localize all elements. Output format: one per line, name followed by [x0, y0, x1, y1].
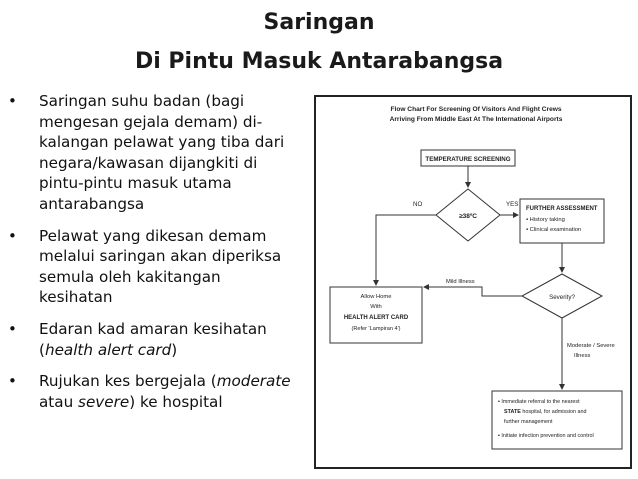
slide-title-line2: Di Pintu Masuk Antarabangsa — [134, 49, 504, 74]
referral-line: further management — [504, 419, 553, 425]
bullet-dot-icon: • — [8, 319, 17, 338]
referral-state-text: STATE — [504, 409, 521, 415]
bullet-text: ( — [39, 340, 45, 359]
bullet-item — [8, 319, 308, 360]
arrow-connector — [424, 287, 522, 296]
flowchart-title-line1: Flow Chart For Screening Of Visitors And Flight Crews — [390, 106, 562, 113]
health-alert-card-label: HEALTH ALERT CARD — [343, 315, 409, 321]
referral-text: hospital, for admission and — [522, 409, 587, 415]
bullet-line: kesihatan — [39, 288, 113, 307]
further-assessment-item: ▪ Clinical examination — [526, 227, 582, 233]
bullet-line: kalangan pelawat yang tiba dari — [39, 133, 285, 152]
bullet-line — [39, 371, 308, 392]
bullet-dot-icon: • — [8, 372, 17, 391]
slide-title-line1: Saringan — [263, 10, 375, 35]
flowchart-image — [314, 95, 632, 469]
temperature-screening-label: TEMPERATURE SCREENING — [425, 156, 511, 163]
referral-line — [504, 409, 587, 415]
bullet-dot-icon: • — [8, 92, 17, 110]
arrow-connector — [376, 215, 436, 285]
further-assessment-title: FURTHER ASSESSMENT — [526, 206, 598, 212]
allow-home-line: With — [370, 304, 382, 310]
bullet-line: antarabangsa — [39, 194, 145, 213]
bullet-line — [39, 319, 308, 340]
bullet-text: atau — [39, 392, 79, 411]
bullet-item — [8, 226, 308, 308]
bullet-line: negara/kawasan dijangkiti di — [39, 153, 258, 172]
bullet-dot-icon: • — [8, 226, 17, 245]
allow-home-line: Allow Home — [360, 294, 392, 300]
bullet-line: melalui saringan akan diperiksa — [39, 247, 282, 266]
further-item-text: History taking — [529, 217, 565, 223]
no-branch-label: NO — [413, 201, 423, 208]
further-item-text: Clinical examination — [529, 227, 582, 233]
referral-text: Immediate referral to the nearest — [501, 399, 580, 405]
bullet-item — [8, 371, 308, 412]
bullet-list — [8, 91, 308, 423]
referral-text: Initiate infection prevention and control — [501, 433, 594, 439]
flowchart-diagram — [316, 97, 630, 467]
bullet-italic-text: severe — [78, 392, 130, 411]
bullet-line — [39, 340, 308, 361]
referral-line: ▪ Immediate referral to the nearest — [498, 399, 580, 405]
referral-line: ▪ Initiate infection prevention and control — [498, 433, 594, 439]
bullet-italic-text: moderate — [216, 372, 291, 391]
illness-label: Illness — [574, 353, 591, 359]
further-assessment-item: ▪ History taking — [526, 217, 565, 223]
bullet-line: mengesan gejala demam) di- — [39, 112, 263, 131]
mild-illness-label: Mild Illness — [446, 279, 475, 285]
moderate-severe-label: Moderate / Severe — [567, 343, 615, 349]
flowchart-title-line2: Arriving From Middle East At The International Airports — [389, 116, 563, 123]
bullet-line: Saringan suhu badan (bagi — [39, 92, 245, 110]
bullet-text: ) ke hospital — [129, 392, 223, 411]
bullet-line: pintu-pintu masuk utama — [39, 174, 232, 193]
bullet-line — [39, 392, 308, 413]
temperature-threshold-label: ≥38ºC — [459, 213, 477, 220]
bullet-text: ) — [171, 340, 178, 359]
yes-branch-label: YES — [506, 201, 519, 208]
severity-label: Severity? — [549, 294, 575, 301]
bullet-line: Pelawat yang dikesan demam — [39, 226, 267, 245]
bullet-italic-text: health alert card — [44, 340, 172, 359]
bullet-line: semula oleh kakitangan — [39, 267, 221, 286]
bullet-text: Edaran kad amaran kesihatan — [39, 319, 267, 338]
bullet-item — [8, 91, 308, 215]
refer-lampiran-label: (Refer 'Lampiran 4') — [351, 326, 401, 332]
bullet-text: Rujukan kes bergejala ( — [39, 372, 217, 391]
